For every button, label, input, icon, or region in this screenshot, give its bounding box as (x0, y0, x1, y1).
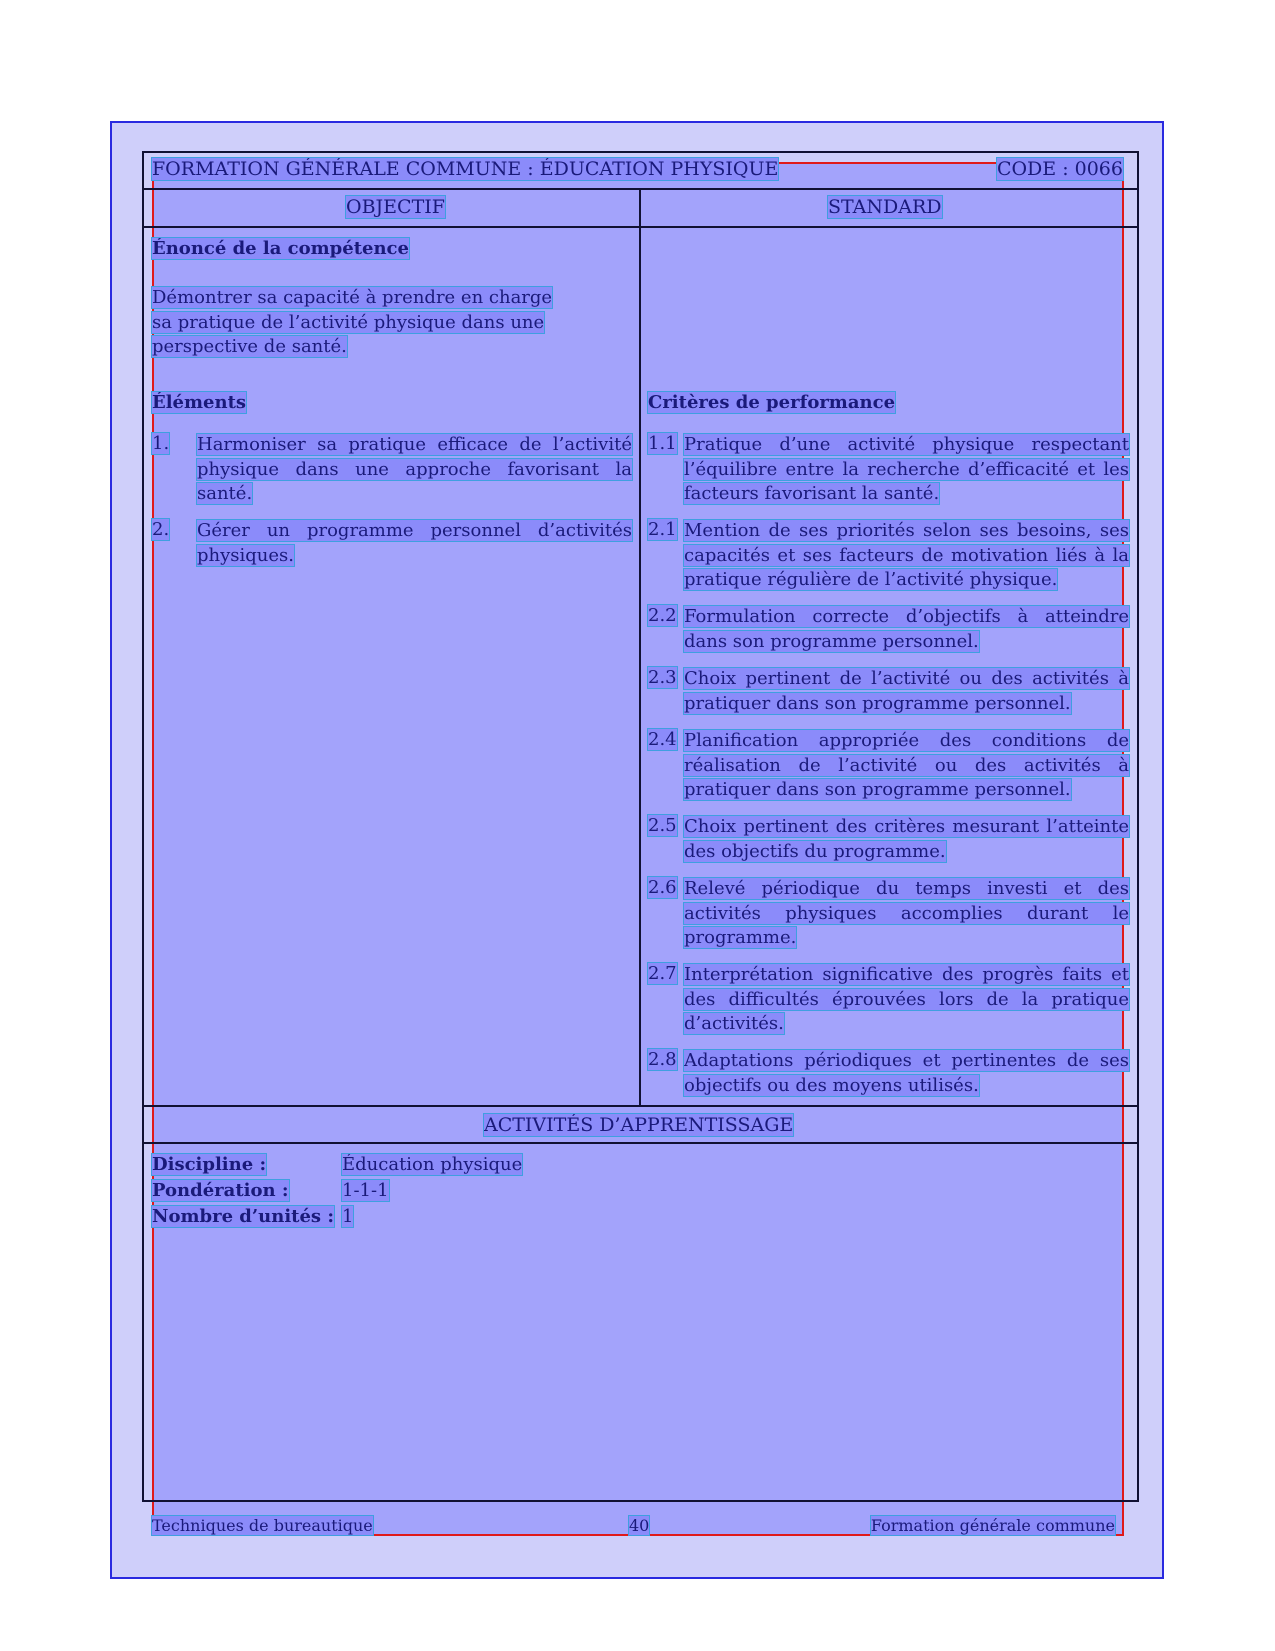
units-label: Nombre d’unités : (152, 1206, 334, 1227)
discipline-value: Éducation physique (342, 1154, 523, 1175)
activities-heading: ACTIVITÉS D’APPRENTISSAGE (484, 1114, 794, 1136)
criterion-2-1-text (684, 519, 1129, 593)
criterion-2-5-number: 2.5 (648, 815, 677, 836)
competence-text (152, 286, 572, 360)
criterion-2-4-number: 2.4 (648, 729, 677, 750)
criterion-2-1-number: 2.1 (648, 519, 677, 540)
column-header-standard: STANDARD (828, 196, 942, 218)
criterion-2-5-text (684, 815, 1129, 864)
criterion-1-1-text-content: Pratique d’une activité physique respectant l’équilibre entre la recherche d’efficacité et les facteurs favorisant la santé. (684, 434, 1129, 504)
table-left-border (142, 151, 144, 1502)
activities-bottom-divider (142, 1142, 1139, 1144)
criterion-2-1-text-content: Mention de ses priorités selon ses besoins, ses capacités et ses facteurs de motivation liés à la pratique régulière de l’activité physique. (684, 520, 1129, 590)
element-2-text-content: Gérer un programme personnel d’activités physiques. (197, 520, 632, 566)
competence-text-content: Démontrer sa capacité à prendre en charge sa pratique de l’activité physique dans une perspective de santé. (152, 287, 553, 357)
criterion-2-4-text-content: Planification appropriée des conditions de réalisation de l’activité ou des activités à pratiquer dans son programme personnel. (684, 730, 1129, 800)
discipline-label: Discipline : (152, 1154, 267, 1175)
criterion-1-1-number: 1.1 (648, 433, 677, 454)
footer-left: Techniques de bureautique (152, 1516, 373, 1535)
criterion-2-8-text (684, 1049, 1129, 1098)
header-title: FORMATION GÉNÉRALE COMMUNE : ÉDUCATION PHYSIQUE (152, 158, 779, 180)
element-1-text-content: Harmoniser sa pratique efficace de l’activité physique dans une approche favorisant la santé. (197, 434, 632, 504)
table-right-border (1137, 151, 1139, 1502)
criterion-1-1-text (684, 433, 1129, 507)
criterion-2-3-number: 2.3 (648, 667, 677, 688)
table-bottom-border (142, 1500, 1139, 1502)
elements-heading: Éléments (152, 392, 247, 413)
criterion-2-7-number: 2.7 (648, 963, 677, 984)
criterion-2-7-text (684, 963, 1129, 1037)
criteria-heading: Critères de performance (648, 392, 896, 413)
criterion-2-2-text-content: Formulation correcte d’objectifs à atteindre dans son programme personnel. (684, 606, 1129, 652)
criterion-2-7-text-content: Interprétation significative des progrès faits et des difficultés éprouvées lors de la pratique d’activités. (684, 964, 1129, 1034)
footer-right: Formation générale commune (870, 1516, 1115, 1535)
element-2-text (197, 519, 632, 568)
element-2-number: 2. (152, 519, 170, 540)
activities-top-divider (142, 1105, 1139, 1107)
ponderation-value: 1-1-1 (342, 1180, 389, 1201)
criterion-2-3-text (684, 667, 1129, 716)
criterion-2-2-number: 2.2 (648, 605, 677, 626)
column-header-objectif: OBJECTIF (346, 196, 445, 218)
page-number: 40 (629, 1516, 650, 1535)
column-separator (639, 188, 641, 1106)
criterion-2-6-text (684, 877, 1129, 951)
element-1-number: 1. (152, 433, 170, 454)
criterion-2-2-text (684, 605, 1129, 654)
element-1-text (197, 433, 632, 507)
table-top-border (142, 151, 1139, 153)
criterion-2-8-number: 2.8 (648, 1049, 677, 1070)
ponderation-label: Pondération : (152, 1180, 289, 1201)
criterion-2-3-text-content: Choix pertinent de l’activité ou des activités à pratiquer dans son programme personnel. (684, 668, 1129, 714)
criterion-2-8-text-content: Adaptations périodiques et pertinentes de ses objectifs ou des moyens utilisés. (684, 1050, 1129, 1096)
criterion-2-6-number: 2.6 (648, 877, 677, 898)
criterion-2-5-text-content: Choix pertinent des critères mesurant l’atteinte des objectifs du programme. (684, 816, 1129, 862)
header-code: CODE : 0066 (996, 158, 1123, 180)
criterion-2-4-text (684, 729, 1129, 803)
units-value: 1 (342, 1206, 354, 1227)
criterion-2-6-text-content: Relevé périodique du temps investi et des activités physiques accomplies durant le programme. (684, 878, 1129, 948)
competence-heading: Énoncé de la compétence (152, 238, 409, 259)
